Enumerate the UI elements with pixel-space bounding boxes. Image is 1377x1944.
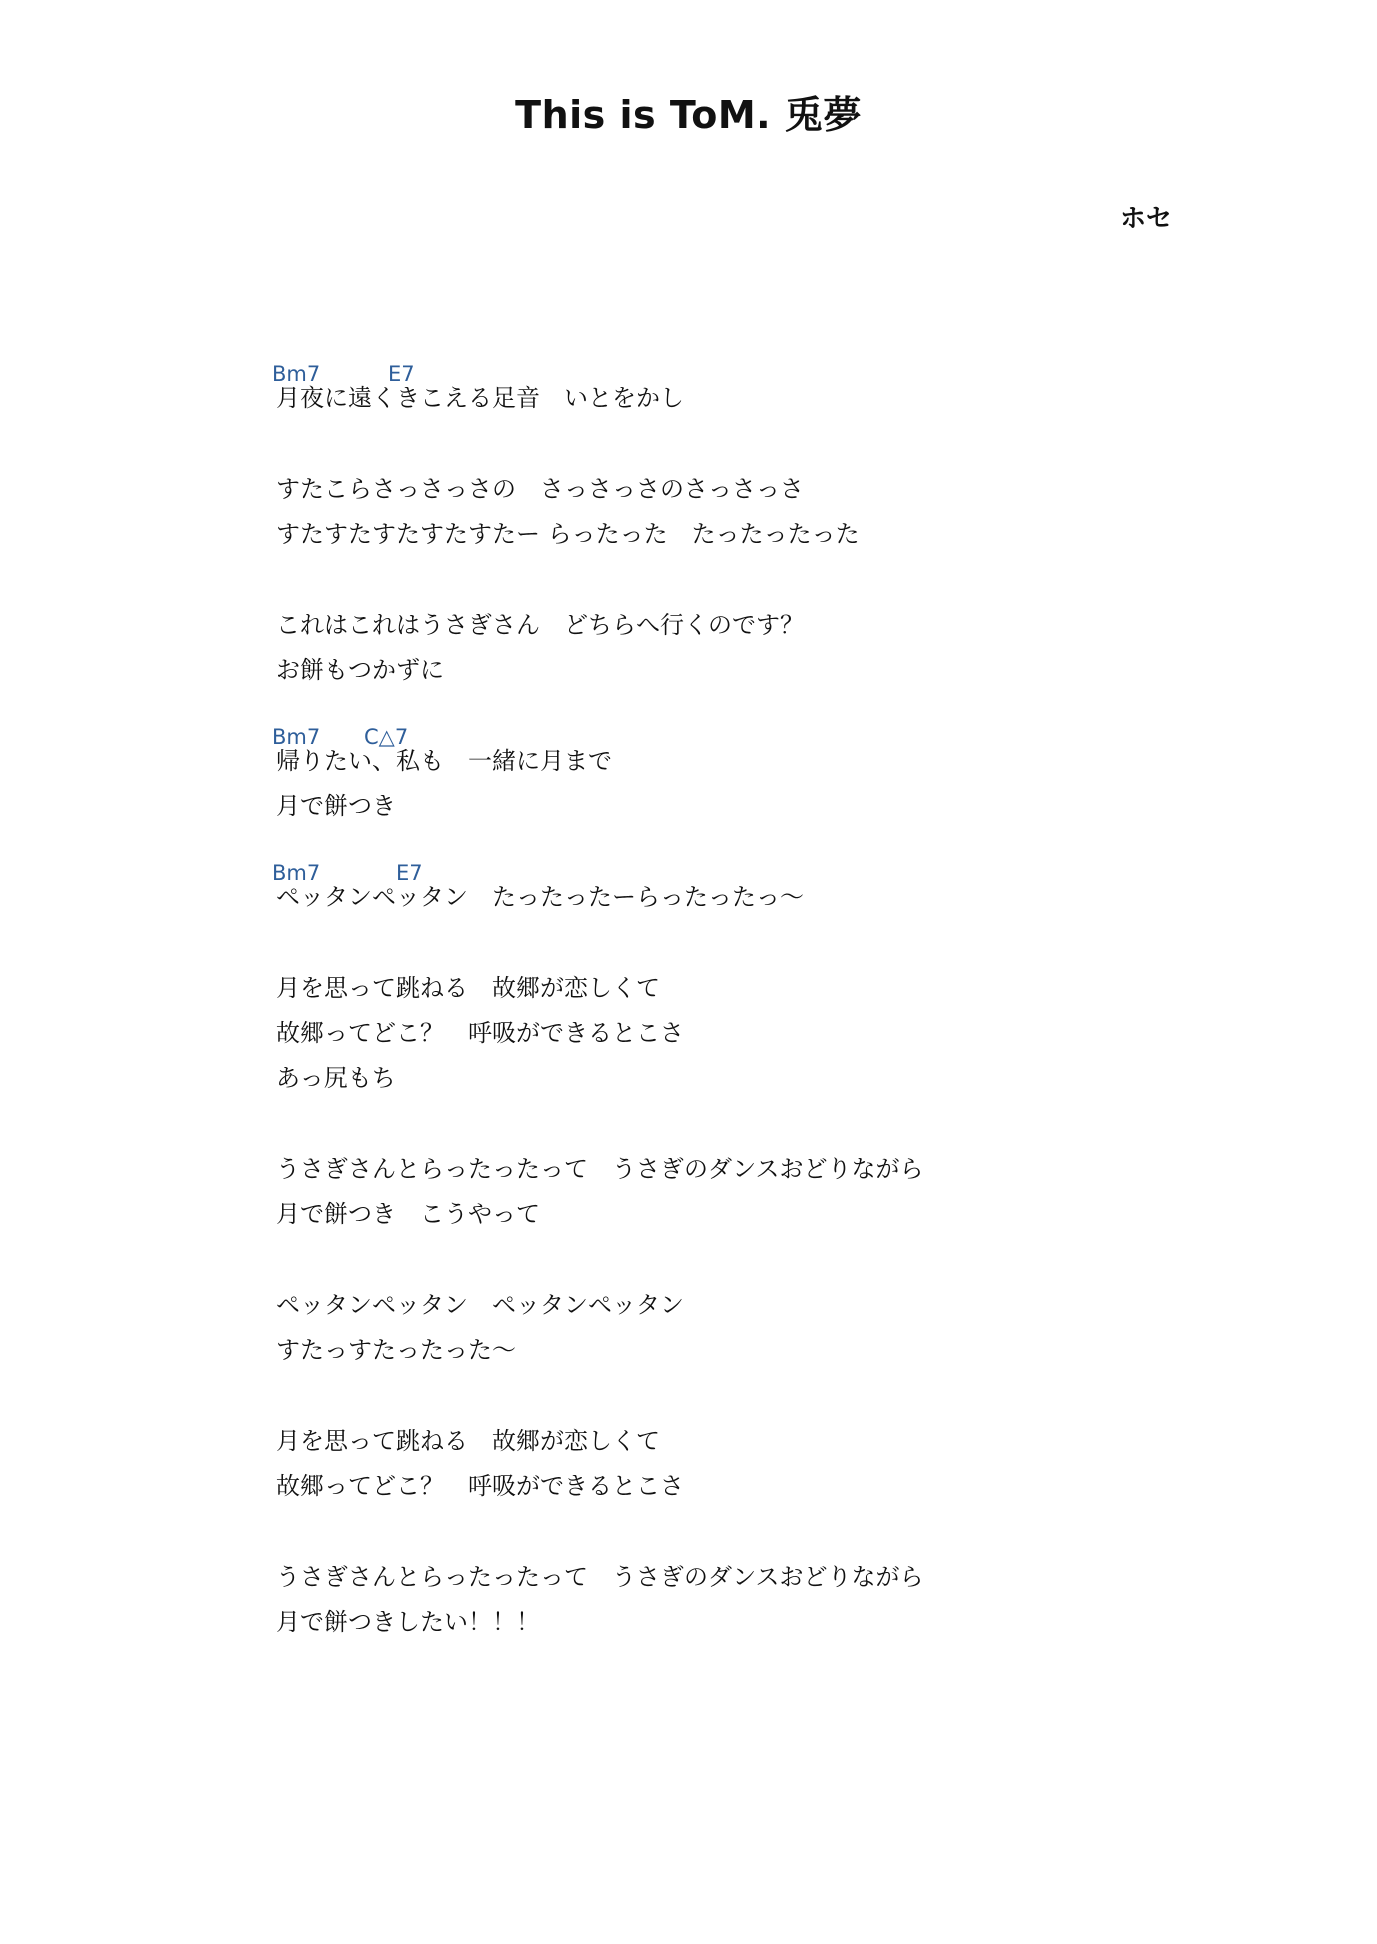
lyric-text: うさぎさんとらったったって うさぎのダンスおどりながら	[276, 1155, 924, 1183]
lyric-line	[276, 1600, 1176, 1645]
lyric-text: 月を思って跳ねる 故郷が恋しくて	[276, 1427, 660, 1455]
lyric-line	[276, 648, 1176, 693]
stanza	[276, 1419, 1176, 1509]
lyric-text: 故郷ってどこ？ 呼吸ができるとこさ	[276, 1019, 684, 1047]
lyric-text: 月夜に遠くきこえる足音 いとをかし	[276, 384, 684, 412]
lyric-line	[276, 1555, 1176, 1600]
stanza	[272, 362, 1176, 421]
chord-label: E7	[396, 861, 423, 885]
lyric-line	[272, 362, 1176, 421]
lyric-text: 故郷ってどこ？ 呼吸ができるとこさ	[276, 1472, 684, 1500]
lyric-line	[276, 1283, 1176, 1328]
lyric-text: すたこらさっさっさの さっさっさのさっさっさ	[276, 475, 804, 503]
lyric-line	[276, 1192, 1176, 1237]
lyric-text: ペッタンペッタン たったったーらったったっ～	[276, 883, 804, 911]
lyric-line	[272, 861, 1176, 920]
stanza	[272, 725, 1176, 829]
lyric-line	[276, 603, 1176, 648]
song-title: This is ToM. 兎夢	[515, 93, 862, 137]
lyric-text: お餅もつかずに	[276, 656, 444, 684]
lyric-line	[276, 1011, 1176, 1056]
lyric-text: 月で餅つき	[276, 792, 396, 820]
lyric-line	[276, 1328, 1176, 1373]
lyric-text: ペッタンペッタン ペッタンペッタン	[276, 1291, 684, 1319]
stanza	[276, 966, 1176, 1101]
lyric-text: すたっすたったった～	[276, 1336, 516, 1364]
lyric-line	[276, 1056, 1176, 1101]
stanza	[276, 1283, 1176, 1373]
lyric-text: うさぎさんとらったったって うさぎのダンスおどりながら	[276, 1563, 924, 1591]
stanza	[272, 861, 1176, 920]
lyric-line	[272, 725, 1176, 784]
lyric-text: あっ尻もち	[276, 1064, 396, 1092]
stanza	[276, 1555, 1176, 1645]
stanza	[276, 467, 1176, 557]
lyric-line	[276, 1147, 1176, 1192]
chord-label: C△7	[364, 725, 409, 749]
lyric-line	[276, 467, 1176, 512]
author-name: ホセ	[1119, 204, 1172, 234]
lyric-line	[276, 1464, 1176, 1509]
lyric-line	[276, 1419, 1176, 1464]
lyric-text: すたすたすたすたすたー らったった たったったった	[276, 520, 860, 548]
lyric-text: 帰りたい、私も 一緒に月まで	[276, 747, 612, 775]
chord-label: Bm7	[272, 861, 321, 885]
chord-label: Bm7	[272, 725, 321, 749]
lyric-line	[276, 784, 1176, 829]
lyric-text: これはこれはうさぎさん どちらへ行くのです？	[276, 611, 804, 639]
lyric-line	[276, 512, 1176, 557]
lyric-text: 月で餅つきしたい！！！	[276, 1608, 540, 1636]
chord-label: Bm7	[272, 362, 321, 386]
stanza	[276, 603, 1176, 693]
lyrics-body	[272, 362, 1176, 1691]
lyric-text: 月を思って跳ねる 故郷が恋しくて	[276, 974, 660, 1002]
lyric-text: 月で餅つき こうやって	[276, 1200, 540, 1228]
stanza	[276, 1147, 1176, 1237]
chord-label: E7	[388, 362, 415, 386]
lyric-line	[276, 966, 1176, 1011]
